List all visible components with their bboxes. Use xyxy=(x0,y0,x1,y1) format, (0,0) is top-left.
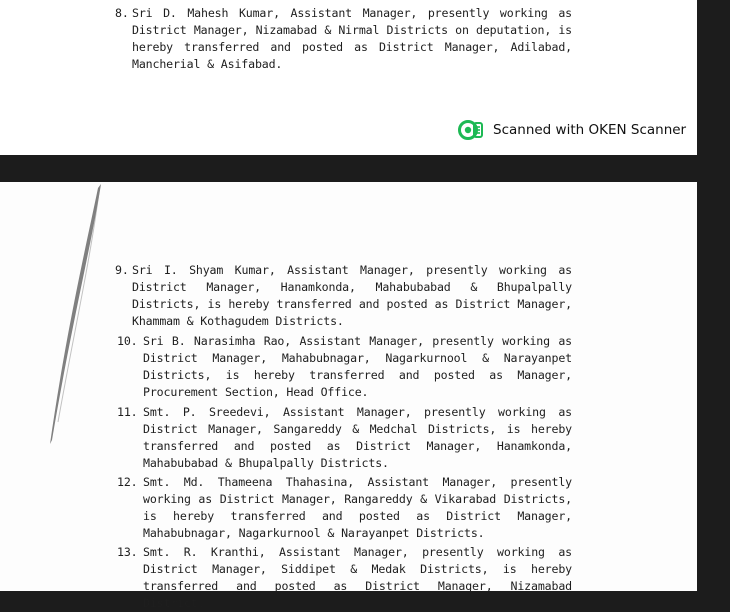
order-item-11 xyxy=(117,404,572,472)
item-number: 9. xyxy=(115,263,129,277)
item-number: 8. xyxy=(115,6,129,20)
item-text: Smt. P. Sreedevi, Assistant Manager, presently working as District Manager, Sangareddy & Medchal Districts, is hereby transferred and posted as District Manager, Hanamkonda, Mahabubabad & Bhupalpally Districts. xyxy=(143,405,572,470)
order-item-8 xyxy=(115,5,572,73)
item-text: Smt. R. Kranthi, Assistant Manager, presently working as District Manager, Siddipet & Medak Districts, is hereby transferred and posted as District Manager, Nizamabad District. xyxy=(143,545,572,610)
order-item-9 xyxy=(115,262,572,330)
item-text: Sri D. Mahesh Kumar, Assistant Manager, presently working as District Manager, Nizamabad & Nirmal Districts on deputation, is hereby transferred and posted as District Manager, Adilabad, Mancherial & Asifabad. xyxy=(132,6,572,71)
item-number: 10. xyxy=(117,334,138,348)
item-text: Smt. Md. Thameena Thahasina, Assistant Manager, presently working as District Manager, Rangareddy & Vikarabad Districts, is hereby transferred and posted as District Manager, Mahabubnagar, Nagarkurnool & Narayanpet Districts. xyxy=(143,475,572,540)
order-item-12 xyxy=(117,474,572,542)
scanner-label: Scanned with OKEN Scanner xyxy=(493,122,687,138)
oken-scanner-logo-icon xyxy=(458,120,484,140)
pen-stroke-mark xyxy=(0,182,120,462)
document-page-bottom xyxy=(0,182,697,610)
item-number: 12. xyxy=(117,475,138,489)
item-number: 11. xyxy=(117,405,138,419)
item-number: 13. xyxy=(117,545,138,559)
scanner-watermark xyxy=(458,120,686,140)
item-text: Sri B. Narasimha Rao, Assistant Manager, presently working as District Manager, Mahabubnagar, Nagarkurnool & Narayanpet Districts, is hereby transferred and posted as Manager, Procurement Section, Head Office. xyxy=(143,334,572,399)
order-item-13 xyxy=(117,544,572,612)
order-item-10 xyxy=(117,333,572,401)
item-text: Sri I. Shyam Kumar, Assistant Manager, presently working as District Manager, Hanamkonda, Mahabubabad & Bhupalpally Districts, is hereby transferred and posted as District Manager, Khammam & Kothagudem Districts. xyxy=(132,263,572,328)
document-page-top xyxy=(0,0,697,155)
